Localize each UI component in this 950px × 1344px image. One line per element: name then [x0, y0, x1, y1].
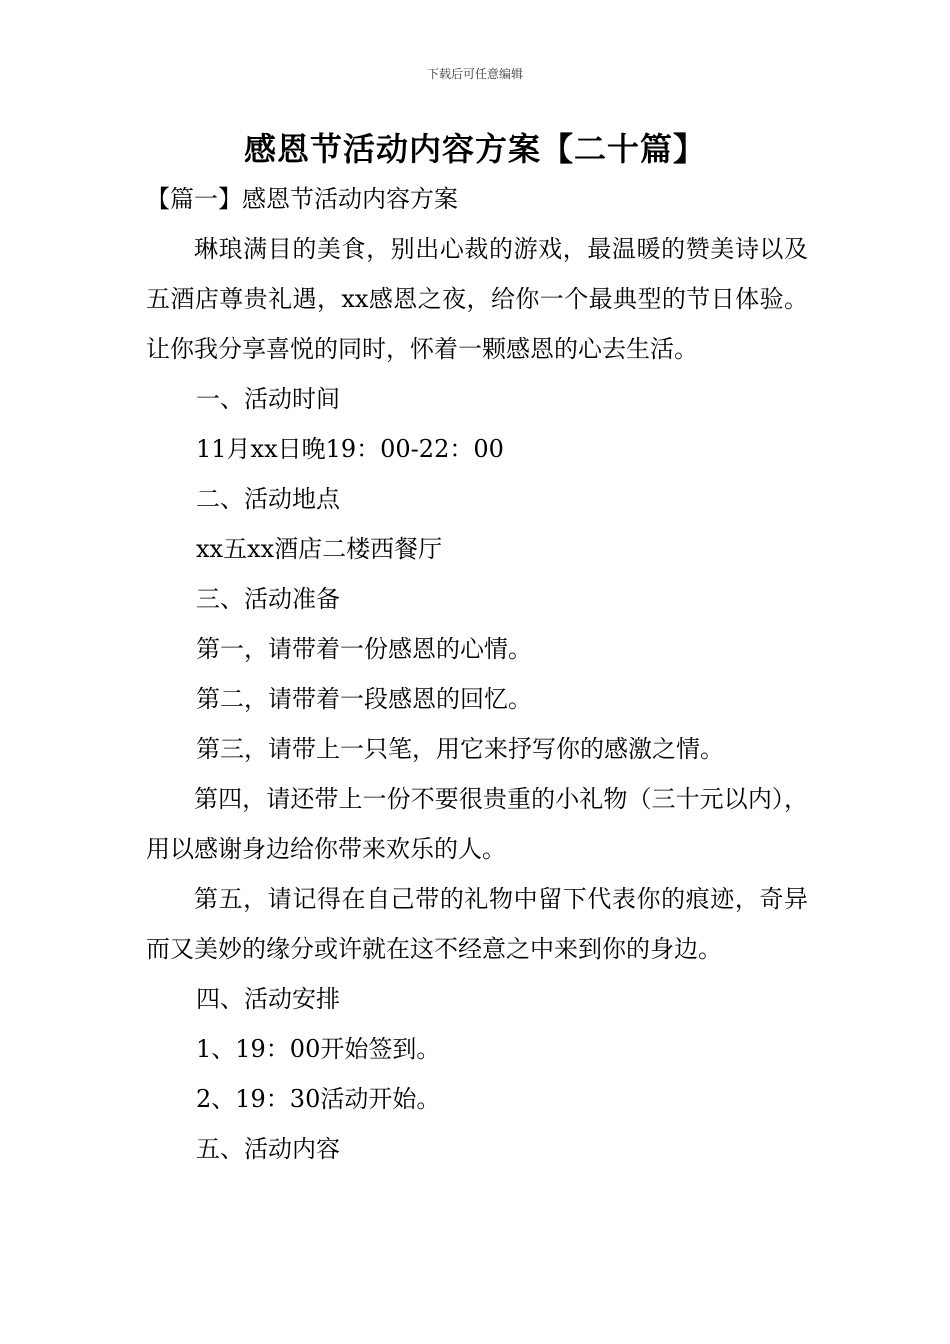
- schedule-item: 1、19：00开始签到。: [196, 1035, 441, 1063]
- download-note: 下载后可任意编辑: [426, 67, 523, 81]
- document-title: 感恩节活动内容方案【二十篇】: [243, 130, 706, 168]
- document-body: [146, 174, 808, 1174]
- schedule-heading: 四、活动安排: [196, 985, 340, 1013]
- time-heading: 一、活动时间: [196, 385, 340, 413]
- prep-item: 第二，请带着一段感恩的回忆。: [196, 685, 532, 713]
- place-heading: 二、活动地点: [196, 485, 340, 513]
- prep-item: 第四，请还带上一份不要很贵重的小礼物（三十元以内），用以感谢身边给你带来欢乐的人。: [146, 785, 808, 863]
- time-value: 11月xx日晚19：00-22：00: [196, 435, 504, 463]
- section-heading: 【篇一】感恩节活动内容方案: [146, 185, 458, 213]
- content-heading: 五、活动内容: [196, 1135, 340, 1163]
- place-value: xx五xx酒店二楼西餐厅: [196, 535, 443, 563]
- prep-heading: 三、活动准备: [196, 585, 340, 613]
- schedule-item: 2、19：30活动开始。: [196, 1085, 441, 1113]
- intro-paragraph: 琳琅满目的美食，别出心裁的游戏，最温暖的赞美诗以及五酒店尊贵礼遇，xx感恩之夜，给你一个最典型的节日体验。让你我分享喜悦的同时，怀着一颗感恩的心去生活。: [146, 235, 808, 363]
- prep-item: 第五，请记得在自己带的礼物中留下代表你的痕迹，奇异而又美妙的缘分或许就在这不经意之中来到你的身边。: [146, 885, 808, 963]
- prep-item: 第三，请带上一只笔，用它来抒写你的感激之情。: [196, 735, 724, 763]
- prep-item: 第一，请带着一份感恩的心情。: [196, 635, 532, 663]
